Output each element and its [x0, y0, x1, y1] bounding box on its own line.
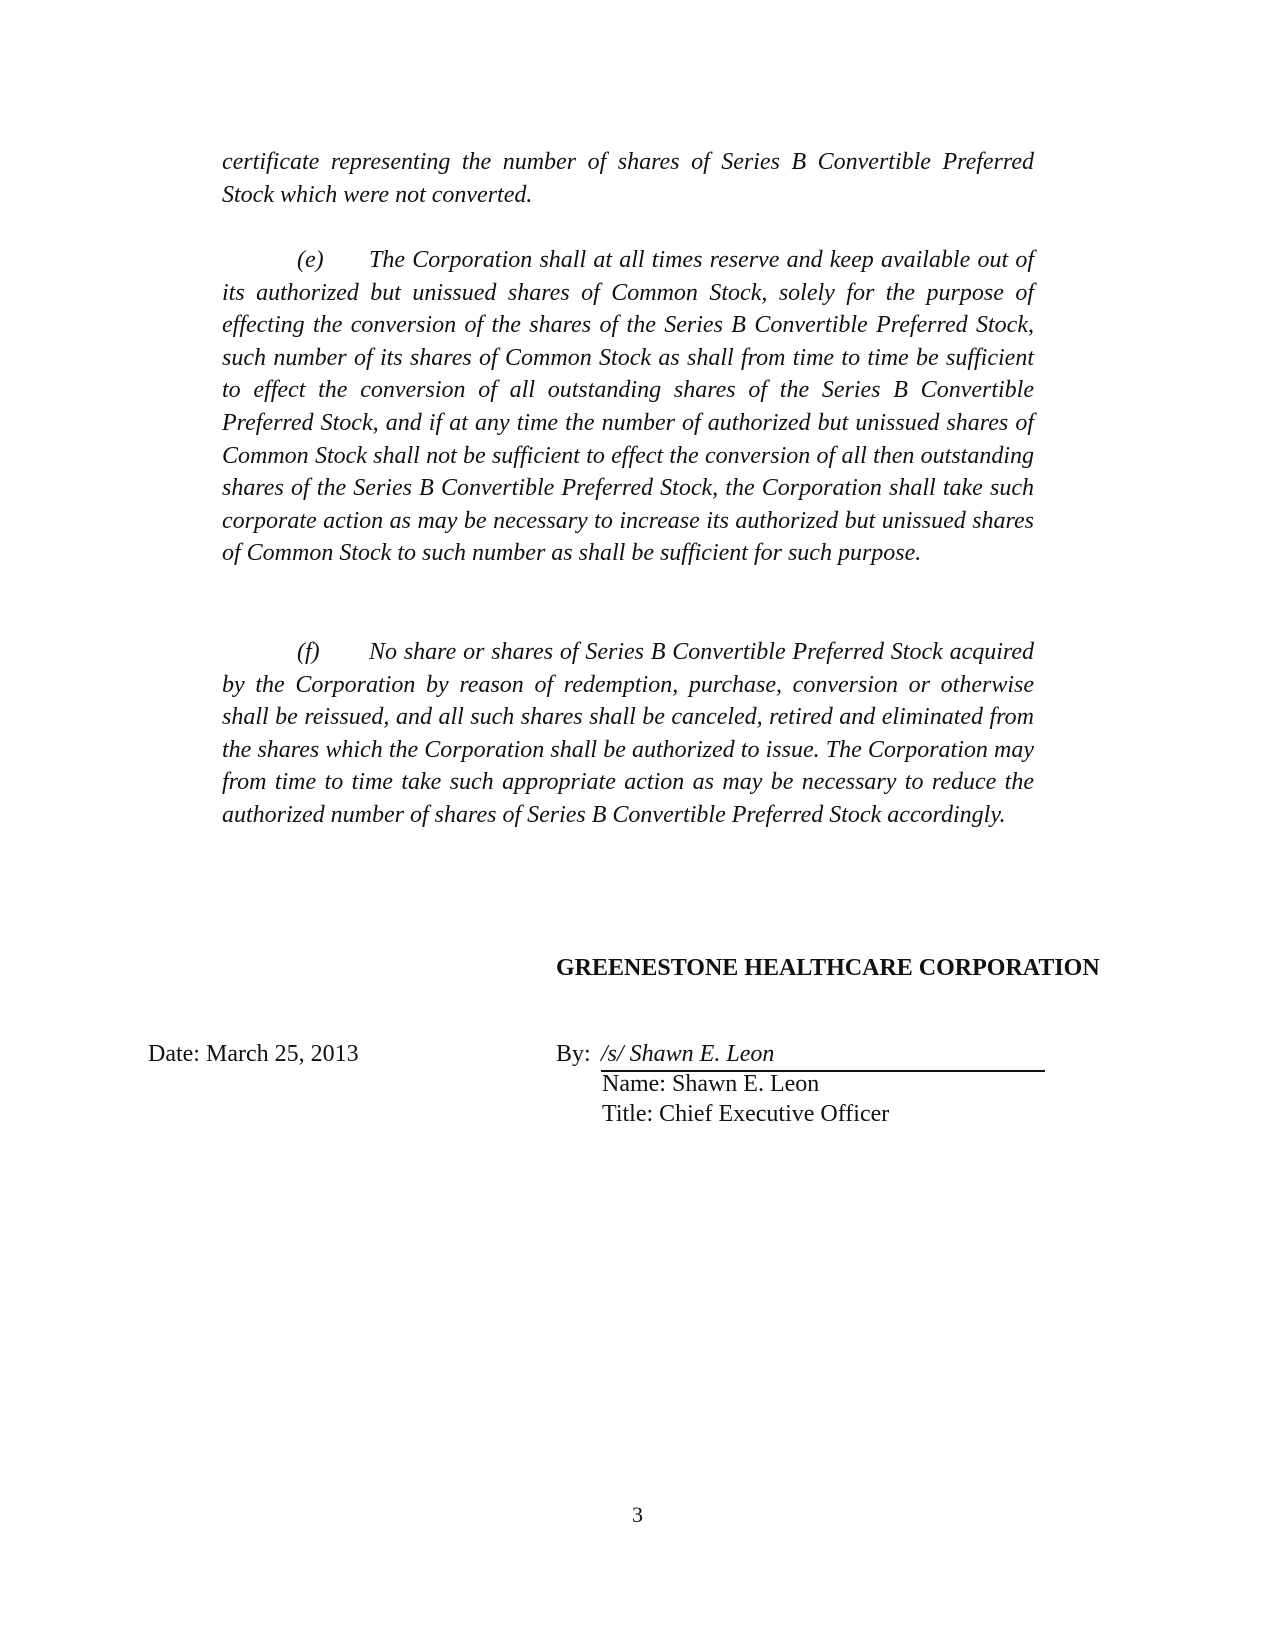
signature-line [601, 1041, 1045, 1072]
paragraph-f [222, 636, 1034, 832]
company-name: GREENESTONE HEALTHCARE CORPORATION [556, 955, 1100, 981]
page-number: 3 [632, 1502, 643, 1527]
paragraph-f-marker: (f) [297, 639, 320, 665]
signing-date: Date: March 25, 2013 [148, 1041, 359, 1067]
signature-text: /s/ Shawn E. Leon [601, 1041, 775, 1067]
paragraph-e-marker: (e) [297, 247, 324, 273]
signatory-title: Title: Chief Executive Officer [602, 1101, 890, 1127]
paragraph-f-text: No share or shares of Series B Convertible Preferred Stock acquired by the Corporation by reason of redemption, purchase, conversion or otherwise shall be reissued, and all such shares shall be canceled, retired and eliminated from the shares which the Corporation shall be authorized to issue. The Corporation may from time to time take such appropriate action as may be necessary to reduce the authorized number of shares of Series B Convertible Preferred Stock accordingly. [222, 639, 1034, 828]
paragraph-continued: certificate representing the number of shares of Series B Convertible Preferred Stock which were not converted. [222, 149, 1034, 208]
by-label: By: [556, 1041, 591, 1067]
signatory-name: Name: Shawn E. Leon [602, 1071, 820, 1097]
paragraph-e [222, 244, 1034, 570]
paragraph-e-text: The Corporation shall at all times reserve and keep available out of its authorized but unissued shares of Common Stock, solely for the purpose of effecting the conversion of the shares of the Series B Convertible Preferred Stock, such number of its shares of Common Stock as shall from time to time be sufficient to effect the conversion of all outstanding shares of the Series B Convertible Preferred Stock, and if at any time the number of authorized but unissued shares of Common Stock shall not be sufficient to effect the conversion of all then outstanding shares of the Series B Convertible Preferred Stock, the Corporation shall take such corporate action as may be necessary to increase its authorized but unissued shares of Common Stock to such number as shall be sufficient for such purpose. [222, 247, 1034, 567]
